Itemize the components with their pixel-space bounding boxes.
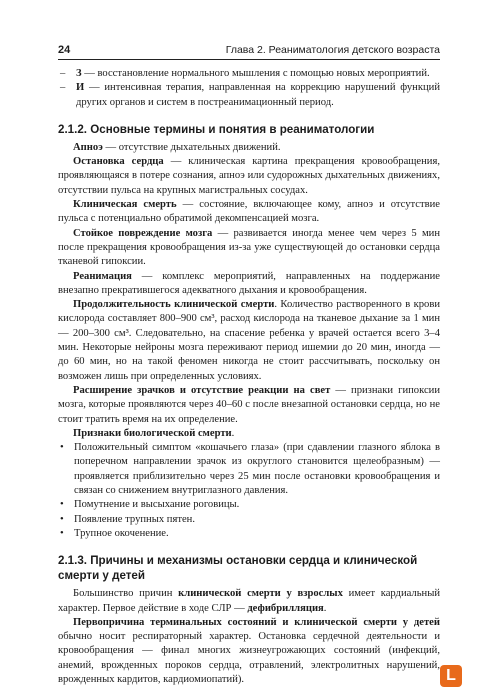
text-run: имеет кардиальный характер. Первое действие в ходе СЛР — (58, 588, 440, 614)
bullet-icon: • (60, 499, 64, 511)
bullet-text: Трупное окоченение. (74, 527, 169, 539)
signs-title (58, 427, 440, 441)
term-paragraph (58, 141, 440, 155)
term: Клиническая смерть (73, 199, 177, 211)
bullet-text: Положительный симптом «кошачьего глаза» (при сдавлении глазного яблока в поперечном направлении зрачок из округлого становится щелеобразным) — проявляется приблизительно через 25 мин после остановки кровообращения и связан со снижением внутриглазного давления. (74, 442, 440, 497)
running-header (58, 44, 440, 60)
term-definition: — комплекс мероприятий, направленных на поддержание внезапно прекратившегося адекватного дыхания и кровообращения. (58, 270, 440, 296)
text-run: Большинство причин (73, 588, 179, 600)
bullet-icon: • (60, 513, 64, 525)
bullet-text: Помутнение и высыхание роговицы. (74, 499, 240, 511)
letter-label: И (76, 82, 85, 94)
term-paragraph (58, 384, 440, 427)
bullet-text: Появление трупных пятен. (74, 513, 195, 525)
emphasis: дефибрилляция (247, 602, 324, 614)
intro-list-item (58, 67, 440, 81)
letter-label: З (76, 68, 82, 79)
intro-list-item (58, 81, 440, 110)
term-definition: — признаки гипоксии мозга, которые проявляются через 40–60 с после внезапной остановки сердца, но не стоит тратить время на их определение. (58, 384, 440, 425)
publisher-logo-icon (440, 665, 462, 687)
term: Расширение зрачков и отсутствие реакции на свет (73, 384, 331, 396)
term-definition: — состояние, включающее кому, апноэ и отсутствие пульса с потенциально обратимой декомпенсацией мозга. (58, 199, 440, 225)
term-paragraph (58, 155, 440, 198)
section-heading: 2.1.2. Основные термины и понятия в реаниматологии (58, 122, 375, 136)
emphasis: Первопричина терминальных состояний и клинической смерти у детей (73, 616, 440, 628)
emphasis: клинической смерти у взрослых (178, 588, 343, 600)
term-definition: — клиническая картина прекращения кровообращения, проявляющаяся в потере сознания, апноэ или судорожных дыхательных движениях, отсутствии пульса на крупных магистральных сосудах. (58, 156, 440, 196)
term: Остановка сердца (73, 156, 164, 168)
bullet-item (58, 441, 440, 498)
term-paragraph (58, 270, 440, 299)
term-paragraph (58, 198, 440, 227)
term: Реанимация (73, 270, 132, 282)
list-item-text: — восстановление нормального мышления с помощью новых мероприятий. (81, 68, 430, 79)
body-paragraph (58, 587, 440, 616)
page-number: 24 (58, 44, 71, 56)
dash-marker: – (60, 82, 66, 94)
logo-glyph: L (446, 667, 456, 684)
bullet-item (58, 527, 440, 541)
term-definition: — отсутствие дыхательных движений. (102, 141, 281, 153)
term-definition: . Количество растворенного в крови кислорода составляет 800–900 см³, расход кислорода на тканевое дыхание за 1 мин — 200–300 см³. Следовательно, на спасение ребенка у врачей остается всего 3–4 мин. Некоторые нейроны мозга переживают период ишемии до 20 мин, иногда — до 60 мин, но на такой феномен никогда не стоит рассчитывать, поскольку он возможен лишь при определенных условиях. (58, 299, 441, 382)
term: Стойкое повреждение мозга (73, 227, 213, 239)
term-paragraph (58, 227, 440, 270)
section-heading: 2.1.3. Причины и механизмы остановки сердца и клинической смерти у детей (58, 554, 418, 583)
book-page (58, 44, 440, 687)
text-run: обычно носит респираторный характер. Остановка сердечной деятельности и кровообращения — финал многих жизнеугрожающих состояний (инфекций, анемий, врожденных пороков сердца, отравлений, электролитных нарушений, врожденных кардитов, кардиомиопатий). (58, 631, 440, 685)
chapter-title: Глава 2. Реаниматология детского возраста (225, 44, 440, 56)
signs-title-end: . (231, 427, 235, 439)
term-paragraph (58, 298, 440, 384)
body-paragraph (58, 616, 440, 687)
bullet-icon: • (60, 527, 64, 539)
text-run: . (323, 602, 327, 614)
list-item-text: — интенсивная терапия, направленная на коррекцию нарушений функций других органов и систем в постреанимационный период. (76, 82, 440, 108)
bullet-item (58, 498, 440, 512)
dash-marker: – (60, 68, 66, 79)
term: Апноэ (73, 141, 103, 153)
signs-title-text: Признаки биологической смерти (73, 427, 232, 439)
term-definition: — развивается иногда менее чем через 5 мин после прекращения кровообращения из-за уже существующей до остановки сердца тканевой гипоксии. (58, 227, 440, 268)
bullet-icon: • (60, 442, 64, 454)
term: Продолжительность клинической смерти (73, 299, 275, 311)
bullet-item (58, 513, 440, 527)
